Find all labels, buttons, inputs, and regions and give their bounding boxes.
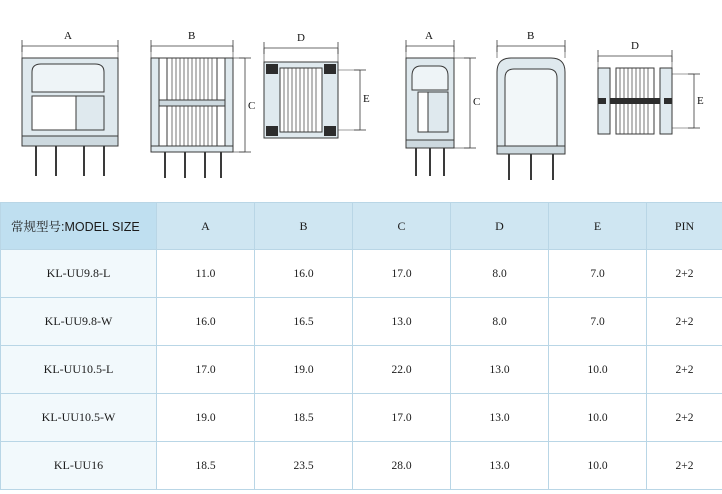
cell-c: 22.0 <box>353 346 451 394</box>
figure-top-view <box>252 0 392 196</box>
cell-pin: 2+2 <box>647 346 722 394</box>
header-model-size: 常规型号:MODEL SIZE <box>1 203 157 250</box>
cell-a: 17.0 <box>157 346 255 394</box>
model-size-table-wrap <box>0 202 722 490</box>
cell-d: 8.0 <box>451 250 549 298</box>
cell-d: 13.0 <box>451 442 549 490</box>
header-a: A <box>157 203 255 250</box>
cell-model: KL-UU9.8-L <box>1 250 157 298</box>
table-row <box>1 442 722 490</box>
header-d: D <box>451 203 549 250</box>
cell-b: 16.0 <box>255 250 353 298</box>
cell-b: 18.5 <box>255 394 353 442</box>
cell-a: 18.5 <box>157 442 255 490</box>
cell-d: 13.0 <box>451 394 549 442</box>
cell-c: 13.0 <box>353 298 451 346</box>
cell-pin: 2+2 <box>647 250 722 298</box>
cell-model: KL-UU10.5-L <box>1 346 157 394</box>
cell-pin: 2+2 <box>647 442 722 490</box>
cell-e: 7.0 <box>549 250 647 298</box>
dim-label-b-fig2: B <box>188 30 196 42</box>
header-pin: PIN <box>647 203 722 250</box>
dim-label-a-fig4: A <box>425 30 433 42</box>
cell-b: 19.0 <box>255 346 353 394</box>
cell-e: 10.0 <box>549 346 647 394</box>
dim-label-e-fig3: E <box>363 93 370 105</box>
cell-e: 7.0 <box>549 298 647 346</box>
figure-top-view-vertical <box>590 0 720 196</box>
header-b: B <box>255 203 353 250</box>
figure-front-view-vertical <box>392 0 492 196</box>
dim-label-c-fig2: C <box>248 100 256 112</box>
header-e: E <box>549 203 647 250</box>
cell-c: 17.0 <box>353 394 451 442</box>
figure-front-view-horizontal <box>8 0 133 196</box>
header-c: C <box>353 203 451 250</box>
dim-label-d-fig3: D <box>297 32 305 44</box>
dim-label-e-fig6: E <box>697 95 704 107</box>
table-row <box>1 346 722 394</box>
cell-model: KL-UU16 <box>1 442 157 490</box>
table-row <box>1 394 722 442</box>
cell-a: 19.0 <box>157 394 255 442</box>
dim-label-c-fig4: C <box>473 96 481 108</box>
dim-label-d-fig6: D <box>631 40 639 52</box>
cell-c: 28.0 <box>353 442 451 490</box>
cell-b: 16.5 <box>255 298 353 346</box>
cell-e: 10.0 <box>549 394 647 442</box>
figure-side-view-vertical <box>485 0 595 196</box>
cell-a: 11.0 <box>157 250 255 298</box>
dim-label-a-fig1: A <box>64 30 72 42</box>
model-size-table <box>0 202 722 490</box>
table-row <box>1 298 722 346</box>
cell-e: 10.0 <box>549 442 647 490</box>
cell-d: 13.0 <box>451 346 549 394</box>
cell-model: KL-UU9.8-W <box>1 298 157 346</box>
drawings-strip <box>0 0 722 196</box>
cell-a: 16.0 <box>157 298 255 346</box>
figure-coil-front-view <box>133 0 258 196</box>
cell-c: 17.0 <box>353 250 451 298</box>
cell-pin: 2+2 <box>647 394 722 442</box>
dim-label-b-fig5: B <box>527 30 535 42</box>
cell-pin: 2+2 <box>647 298 722 346</box>
cell-b: 23.5 <box>255 442 353 490</box>
table-row <box>1 250 722 298</box>
cell-d: 8.0 <box>451 298 549 346</box>
table-header-row <box>1 203 722 250</box>
cell-model: KL-UU10.5-W <box>1 394 157 442</box>
